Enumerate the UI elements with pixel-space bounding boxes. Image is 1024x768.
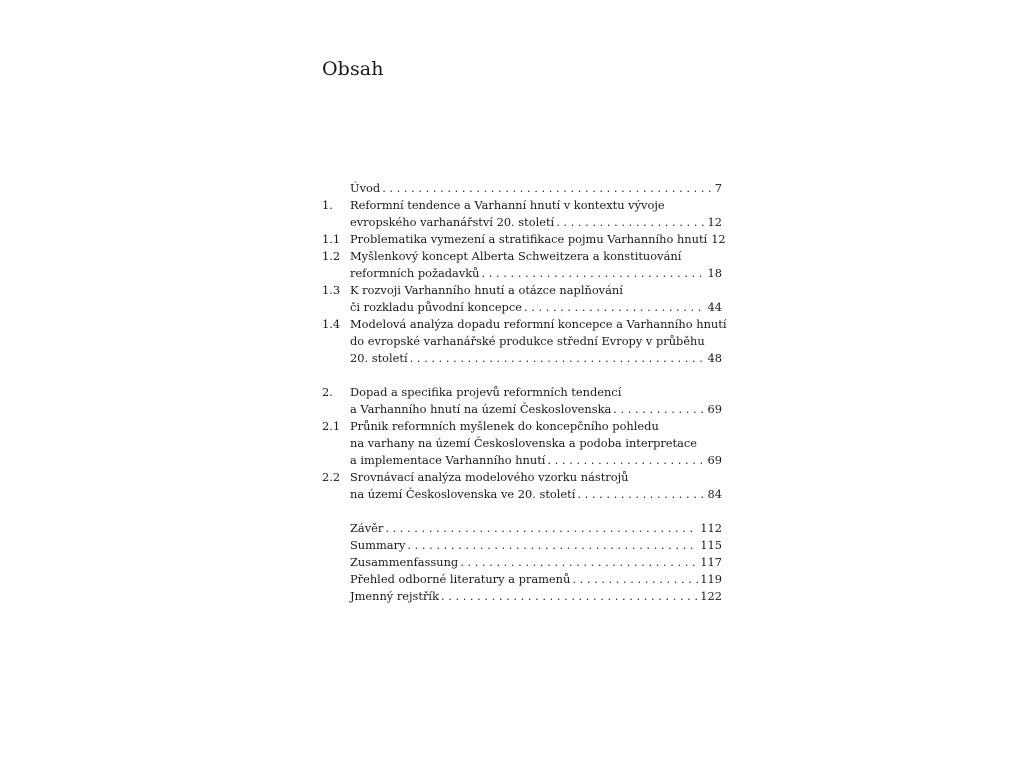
toc-entry-number: 1.1	[322, 232, 341, 246]
toc-entry[interactable]	[322, 248, 722, 282]
toc-entry-title: 20. století	[350, 351, 408, 365]
toc-leader-row	[350, 350, 722, 367]
toc-leader-row	[350, 180, 722, 197]
toc-entry[interactable]	[322, 231, 726, 248]
toc-section	[322, 384, 722, 503]
toc-entry-title: Myšlenkový koncept Alberta Schweitzera a konstituování	[350, 249, 682, 263]
toc-line	[322, 469, 722, 486]
toc-line	[322, 401, 722, 418]
leader-dots	[556, 214, 705, 231]
toc-leader-row	[350, 588, 722, 605]
toc-line	[322, 248, 722, 265]
toc-line	[322, 350, 722, 367]
toc-leader-row	[350, 214, 722, 231]
toc-entry[interactable]	[322, 316, 727, 367]
toc-page-number: 117	[700, 555, 722, 569]
toc-line	[322, 452, 722, 469]
leader-dots	[577, 486, 705, 503]
leader-dots	[460, 554, 698, 571]
toc-line	[322, 214, 722, 231]
toc-page-number: 48	[707, 351, 722, 365]
toc-entry-title: Modelová analýza dopadu reformní koncepce a Varhanního hnutí	[350, 317, 727, 331]
toc-line	[322, 333, 722, 350]
toc-entry-title: evropského varhanářství 20. století	[350, 215, 555, 229]
toc-line	[322, 537, 722, 554]
toc-entry-number: 1.3	[322, 283, 341, 297]
toc-entry-title: Reformní tendence a Varhanní hnutí v kontextu vývoje	[350, 198, 665, 212]
toc-line	[322, 180, 722, 197]
toc-page-number: 69	[707, 453, 722, 467]
toc-entry[interactable]	[322, 520, 722, 537]
toc-leader-row	[350, 486, 722, 503]
toc-line	[322, 231, 726, 248]
toc-line	[322, 299, 722, 316]
toc-entry-title: Summary	[350, 538, 406, 552]
toc-entry-number: 2.	[322, 385, 333, 399]
toc-line	[322, 588, 722, 605]
toc-entry-title: a Varhanního hnutí na území Československa	[350, 402, 612, 416]
leader-dots	[613, 401, 705, 418]
leader-dots	[407, 537, 698, 554]
leader-dots	[524, 299, 706, 316]
leader-dots	[385, 520, 698, 537]
toc-page-number: 122	[700, 589, 722, 603]
toc-entry-title: na území Československa ve 20. století	[350, 487, 576, 501]
toc-line	[322, 554, 722, 571]
toc-entry-number: 1.	[322, 198, 333, 212]
toc-leader-row	[350, 231, 726, 248]
toc-line	[322, 571, 722, 588]
toc-entry-number: 2.1	[322, 419, 341, 433]
toc-entry[interactable]	[322, 418, 722, 469]
toc-page-number: 84	[707, 487, 722, 501]
toc-entry-title: Srovnávací analýza modelového vzorku nástrojů	[350, 470, 629, 484]
leader-dots	[482, 265, 706, 282]
toc-page-number: 12	[711, 232, 726, 246]
toc-page-number: 115	[700, 538, 722, 552]
toc-leader-row	[350, 299, 722, 316]
toc-line	[322, 282, 722, 299]
toc-entry-title: Závěr	[350, 521, 384, 535]
toc-leader-row	[350, 537, 722, 554]
toc-entry-title: K rozvoji Varhanního hnutí a otázce naplňování	[350, 283, 623, 297]
toc-entry-title: do evropské varhanářské produkce střední Evropy v průběhu	[350, 334, 705, 348]
toc-entry[interactable]	[322, 282, 722, 316]
toc-entry-number: 1.2	[322, 249, 341, 263]
toc-line	[322, 265, 722, 282]
table-of-contents	[322, 180, 727, 622]
toc-section	[322, 520, 722, 605]
toc-leader-row	[350, 452, 722, 469]
toc-entry-number: 1.4	[322, 317, 341, 331]
toc-entry-title: Jmenný rejstřík	[350, 589, 439, 603]
leader-dots	[547, 452, 705, 469]
toc-line	[322, 384, 722, 401]
leader-dots	[410, 350, 706, 367]
toc-entry-title: Problematika vymezení a stratifikace pojmu Varhanního hnutí	[350, 232, 708, 246]
toc-line	[322, 486, 722, 503]
toc-leader-row	[350, 265, 722, 282]
toc-entry[interactable]	[322, 384, 722, 418]
leader-dots	[441, 588, 698, 605]
toc-entry[interactable]	[322, 588, 722, 605]
toc-entry[interactable]	[322, 571, 722, 588]
toc-leader-row	[350, 571, 722, 588]
toc-entry-title: či rozkladu původní koncepce	[350, 300, 522, 314]
toc-line	[322, 197, 722, 214]
toc-entry-number: 2.2	[322, 470, 341, 484]
toc-entry-title: Úvod	[350, 181, 381, 195]
toc-entry-title: a implementace Varhanního hnutí	[350, 453, 546, 467]
toc-entry[interactable]	[322, 554, 722, 571]
toc-section	[322, 180, 727, 367]
toc-page-number: 7	[714, 181, 722, 195]
toc-page-number: 12	[707, 215, 722, 229]
toc-page-number: 69	[707, 402, 722, 416]
toc-entry[interactable]	[322, 537, 722, 554]
toc-leader-row	[350, 401, 722, 418]
toc-line	[322, 418, 722, 435]
toc-leader-row	[350, 520, 722, 537]
toc-entry[interactable]	[322, 469, 722, 503]
toc-entry-title: na varhany na území Československa a podoba interpretace	[350, 436, 698, 450]
toc-entry-title: Průnik reformních myšlenek do koncepčního pohledu	[350, 419, 659, 433]
toc-page-number: 119	[700, 572, 722, 586]
toc-page-number: 44	[707, 300, 722, 314]
toc-entry[interactable]	[322, 197, 722, 231]
toc-line	[322, 520, 722, 537]
toc-line	[322, 435, 722, 452]
toc-line	[322, 316, 727, 333]
toc-page-number: 18	[707, 266, 722, 280]
toc-page-number: 112	[700, 521, 722, 535]
page-title: Obsah	[322, 58, 384, 80]
toc-entry-title: Zusammenfassung	[350, 555, 459, 569]
toc-entry[interactable]	[322, 180, 722, 197]
toc-entry-title: reformních požadavků	[350, 266, 480, 280]
toc-leader-row	[350, 554, 722, 571]
toc-entry-title: Přehled odborné literatury a pramenů	[350, 572, 571, 586]
toc-entry-title: Dopad a specifika projevů reformních tendencí	[350, 385, 622, 399]
leader-dots	[572, 571, 698, 588]
leader-dots	[382, 180, 713, 197]
